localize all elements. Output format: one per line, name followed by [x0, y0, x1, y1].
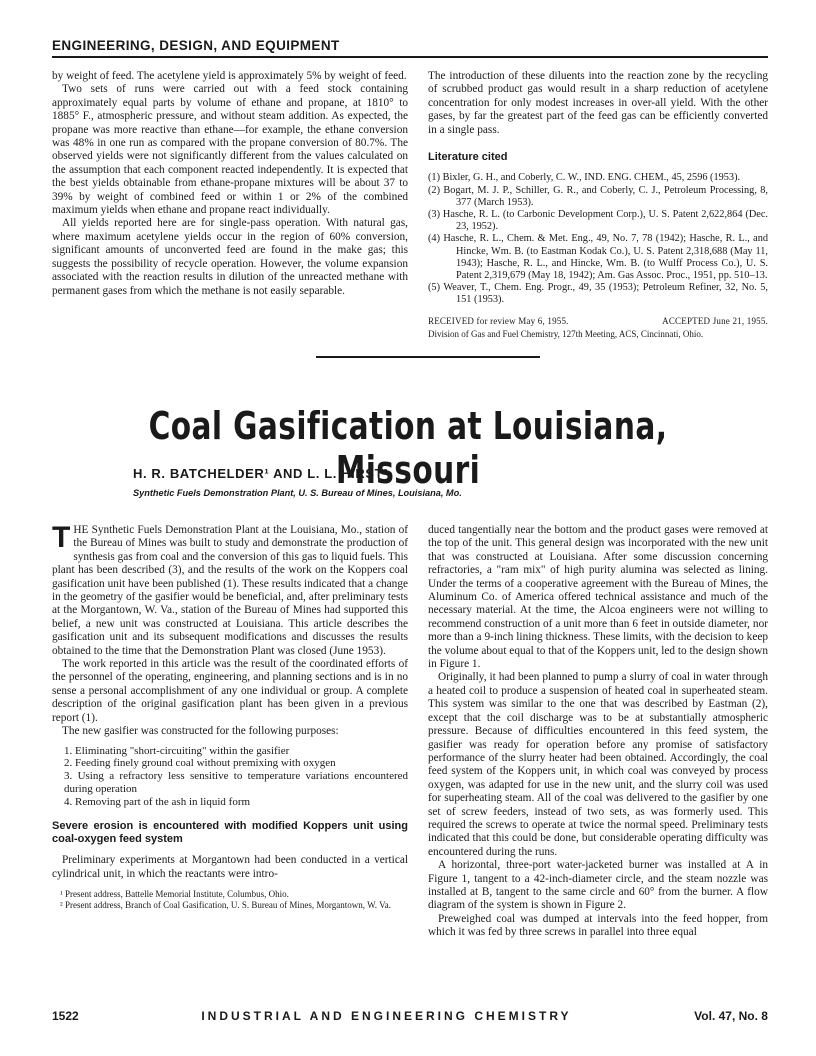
paragraph: The introduction of these diluents into the reaction zone by the recycling of scrubbed product gas would result in a sharp reduction of acetylene concentration for only modest increases in over-all yield. With the other gases, by far the greatest part of the feed gas can be efficiently converted in a single pass.	[428, 70, 768, 136]
paragraph: Preweighed coal was dumped at intervals into the feed hopper, from which it was fed by three screws in parallel into three equal	[428, 912, 768, 939]
paragraph: Originally, it had been planned to pump a slurry of coal in water through a heated coil to produce a suspension of heated coal in superheated steam. This system was similar to the one that was described by Eastman (2), except that the coil discharge was to be at substantially atmospheric pressure. Because of difficulties encountered in this feed system, the gasifier was ready for operation before any promise of satisfactory performance of the slurry heater had been obtained. Accordingly, the coal feed system of the Koppers unit, in which coal was conveyed by process oxygen, was adapted for use in the new unit, and the slurry coil was used for superheating steam. All of the coal was delivered to the gasifier by one set of screw feeders, instead of two sets, as was formerly used. This required the screws to operate at twice the normal speed. Preliminary tests indicated that this could be done, but considerable operating difficulty was encountered during the runs.	[428, 671, 768, 858]
paragraph: by weight of feed. The acetylene yield is approximately 5% by weight of feed.	[52, 70, 407, 82]
paragraph: A horizontal, three-port water-jacketed burner was installed at A in Figure 1, tangent to a 42-inch-diameter circle, and the steam nozzle was installed at B, tangent to the same circle and 60° from the burner. A flow diagram of the system is shown in Figure 2.	[428, 859, 768, 912]
purpose-item: 2. Feeding finely ground coal without premixing with oxygen	[64, 757, 336, 770]
purpose-list	[52, 745, 408, 809]
article-authors: H. R. BATCHELDER¹ AND L. L. HIRST²	[133, 466, 389, 481]
paragraph: The new gasifier was constructed for the following purposes:	[62, 725, 339, 738]
reference-item: (1) Bixler, G. H., and Coberly, C. W., IND. ENG. CHEM., 45, 2596 (1953).	[428, 172, 741, 184]
paragraph: All yields reported here are for single-pass operation. With natural gas, where maximum acetylene yields occur in the region of 60% conversion, significant amounts of unconverted feed are found in the make gas; this suggests the possibility of recycle operation. However, the volume expansion associated with the reaction results in dilution of the unreacted methane with permanent gases from which the methane is not easily separable.	[52, 217, 408, 297]
reference-item: (5) Weaver, T., Chem. Eng. Progr., 49, 35 (1953); Petroleum Refiner, 32, No. 5, 151 (1953).	[428, 282, 768, 306]
received-line	[428, 315, 768, 328]
purpose-item: 1. Eliminating "short-circuiting" within the gasifier	[64, 744, 290, 757]
intro-text: HE Synthetic Fuels Demonstration Plant at the Louisiana, Mo., station of the Bureau of Mines was built to study and demonstrate the production of synthesis gas from coal and the conversion of this gas to liquid fuels. This plant has been described (3), and the results of the work on the Koppers coal gasification unit have been published (1). These results indicated that a change in the geometry of the gasifier would be beneficial, and, after preliminary tests at the Morgantown, W. Va., station of the Bureau of Mines had supported this belief, a new unit was constructed at Louisiana. This article describes the gasification unit and its subsequent modifications and discusses the results obtained to the time that the Demonstration Plant was closed (June 1953).	[52, 524, 408, 657]
article-title: Coal Gasification at Louisiana, Missouri	[148, 404, 668, 492]
section-divider	[316, 356, 540, 358]
reference-item: (2) Bogart, M. J. P., Schiller, G. R., and Coberly, C. J., Petroleum Processing, 8, 377 (March 1953).	[428, 184, 768, 208]
paragraph: Two sets of runs were carried out with a feed stock containing approximately equal parts by volume of ethane and propane, at 1810° to 1885° F., atmospheric pressure, and without steam addition. As expected, the propane was more reactive than ethane—for example, the ethane conversion was 48% in one run as compared with the propane conversion of 80.7%. The observed yields were not significantly different from the values calculated on the assumption that each component reacted independently. It is expected that the best yields obtainable from ethane-propane mixtures will be about 37 to 39% by weight of combined feed or within 1 or 2% of the combined maximum yields when ethane and propane react individually.	[52, 83, 408, 217]
footnotes	[52, 889, 408, 910]
top-left-column	[52, 70, 408, 298]
purpose-item: 3. Using a refractory less sensitive to temperature variations encountered during operation	[64, 770, 408, 795]
literature-heading: Literature cited	[428, 151, 508, 164]
paragraph: duced tangentially near the bottom and the product gases were removed at the top of the unit. This general design was incorporated with the new unit that was constructed at Louisiana. After some discussion concerning refractories, a "ram mix" of high purity alumina was selected as lining. Under the terms of a cooperative agreement with the Bureau of Mines, the Aluminum Co. of America offered technical assistance and much of the necessary material. At the time, the Alcoa engineers were not willing to recommend construction of a unit more than 6 feet in outside diameter, nor more than a 9-inch lining thickness. These limits, with the decision to keep the volume about equal to that of the Koppers unit, led to the design shown in Figure 1.	[428, 524, 768, 671]
header-rule	[52, 56, 768, 58]
journal-name: INDUSTRIAL AND ENGINEERING CHEMISTRY	[201, 1009, 572, 1023]
top-right-column	[428, 70, 768, 341]
reference-list	[428, 172, 768, 306]
section-heading: Severe erosion is encountered with modified Koppers unit using coal-oxygen feed system	[52, 820, 408, 846]
paragraph: The work reported in this article was the result of the coordinated efforts of the personnel of the operating, engineering, and planning sections and is in no sense a personal accomplishment of any one individual or group. A complete description of the original gasification plant has been given in a previous report (1).	[52, 658, 408, 724]
bottom-right-column	[428, 524, 768, 940]
accepted-date: ACCEPTED June 21, 1955.	[662, 315, 768, 326]
footnote: ¹ Present address, Battelle Memorial Institute, Columbus, Ohio.	[60, 889, 289, 900]
running-header: ENGINEERING, DESIGN, AND EQUIPMENT	[52, 38, 340, 53]
page-number: 1522	[52, 1009, 79, 1023]
paragraph: Preliminary experiments at Morgantown had been conducted in a vertical cylindrical unit, in which the reactants were intro-	[52, 854, 408, 880]
footnote: ² Present address, Branch of Coal Gasification, U. S. Bureau of Mines, Morgantown, W. Va.	[60, 899, 391, 910]
drop-cap: T	[52, 521, 71, 554]
received-date: RECEIVED for review May 6, 1955.	[428, 315, 569, 326]
volume-info: Vol. 47, No. 8	[694, 1009, 768, 1023]
reference-item: (3) Hasche, R. L. (to Carbonic Development Corp.), U. S. Patent 2,622,864 (Dec. 23, 1952).	[428, 209, 768, 233]
intro-paragraph	[52, 521, 408, 658]
bottom-left-column	[52, 521, 408, 910]
article-affiliation: Synthetic Fuels Demonstration Plant, U. S. Bureau of Mines, Louisiana, Mo.	[133, 488, 462, 498]
page-footer	[52, 1009, 768, 1023]
purpose-item: 4. Removing part of the ash in liquid form	[64, 795, 251, 808]
reference-item: (4) Hasche, R. L., Chem. & Met. Eng., 49, No. 7, 78 (1942); Hasche, R. L., and Hincke, Wm. B. (to Eastman Kodak Co.), U. S. Patent 2,318,688 (May 11, 1943); Hasche, R. L., and Hincke, Wm. B. (to Wulff Process Co.), U. S. Patent 2,319,679 (May 18, 1942); Am. Gas Assoc. Proc., 1951, pp. 510–13.	[428, 233, 768, 282]
division-line: Division of Gas and Fuel Chemistry, 127th Meeting, ACS, Cincinnati, Ohio.	[428, 329, 704, 340]
